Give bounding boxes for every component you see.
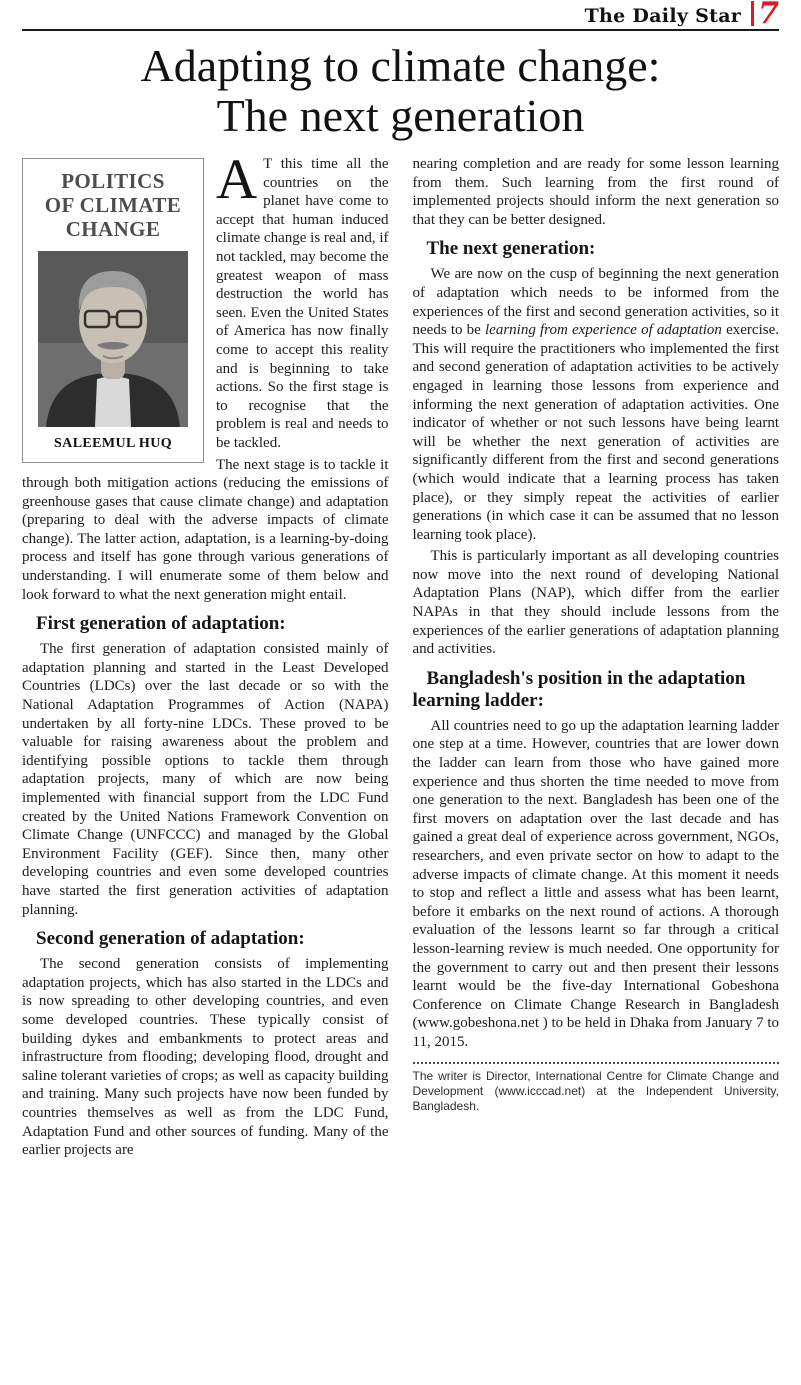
author-photo (38, 251, 188, 427)
paragraph-second-generation: The second generation consists of implementing adaptation projects, which has also started in the LDCs and is now spreading to other developing countries, and even some developed countries. These typically consist of building dykes and embankments to protect areas and infrastructure from flooding; developing flood, drought and saline tolerant varieties of crops; as well as capacity building and training. Many such projects have now been funded by countries themselves as well as from the LDC Fund, Adaptation Fund and other sources of funding. Many of the earlier projects are (22, 956, 389, 1159)
paragraph-next-stage: The next stage is to tackle it through both mitigation actions (reducing the emissions of greenhouse gases that cause climate change) and adaptation (preparing to deal with the adverse impacts of climate change). The latter action, adaptation, is a learning-by-doing process and itself has gone through various generations of understanding. I will enumerate some of them below and look forward to what the next generation might entail. (22, 456, 389, 603)
section-heading-bangladesh: Bangladesh's position in the adaptation learning ladder: (412, 667, 746, 711)
text-run-after: exercise. This will require the practitioners who implemented the first and second generation of adaptation activities to be actively engaged in learning those lessons from experience and informing the next generation of adaptation activities. One indicator of whether or not such lessons have being learnt will be whether the next generation of activities are significantly different from the first and second generations (which would indicate that a learning process has taken place), or they simply repeat the activities of earlier generations (in which case it can be assumed that no lesson learning took place). (412, 322, 779, 543)
footer-divider (413, 1062, 780, 1064)
paragraph-bangladesh: All countries need to go up the adaptation learning ladder one step at a time. However, countries that are lower down the ladder can learn from those who have gained more experience and thus shorten the time needed to move from one generation to the next. Bangladesh has been one of the first movers on adaptation over the last decade and has gained a great deal of experience across government, NGOs, researchers, and even private sector on how to adapt to the adverse impacts of climate change. At this moment it needs to stop and reflect a little and assess what has been learnt, before it embarks on the next round of actions. A thorough evaluation of the lessons learnt so far through a critical lesson-learning review is much needed. One opportunity for the government to carry out and then present their lessons learnt would be the five-day International Gobeshona Conference on Climate Change Research in Bangladesh (www.gobeshona.net ) to be held in Dhaka from January 7 to 11, 2015. (412, 717, 779, 1050)
headline-line-1: Adapting to climate change: (140, 40, 661, 91)
dropcap: A (216, 148, 258, 211)
author-name: SALEEMUL HUQ (54, 436, 172, 451)
paragraph-continuation: nearing completion and are ready for some lesson learning from them. Such learning from the first round of implemented projects should inform the next generation so that they can be better designed. (412, 156, 779, 228)
kicker-line-3: CHANGE (65, 217, 161, 241)
paragraph-nap: This is particularly important as all developing countries now move into the next round of developing National Adaptation Plans (NAP), which differ from the earlier NAPAs in that they should include lessons from the experiences of the earlier generations of adaptation planning and activities. (412, 548, 779, 658)
column-kicker (31, 169, 195, 241)
kicker-line-1: POLITICS (61, 169, 165, 193)
section-heading-first-generation: First generation of adaptation: (36, 613, 286, 635)
masthead-rule (22, 29, 779, 31)
right-column (413, 155, 780, 1163)
page-number: 7 (751, 1, 779, 27)
author-box (22, 158, 204, 463)
masthead-logo: The Daily Star (584, 5, 742, 27)
left-column (22, 148, 389, 1163)
paragraph-first-generation: The first generation of adaptation consisted mainly of adaptation planning and started in the Least Developed Countries (LDCs) over the last decade or so with the National Adaptation Programmes of Action (NAPA) undertaken by all forty-nine LDCs. These proved to be valuable for raising awareness about the problem and identifying possible options to tackle them through adaptation projects, many of which are now being implemented with financial support from the LDC Fund created by the United Nations Framework Convention on Climate Change (UNFCCC) and managed by the Global Environment Facility (GEF). Since then, many other developing countries and even some developed countries have started the first generation activities of adaptation planning. (22, 641, 389, 918)
text-run-before: We are now on the cusp of beginning the next generation of adaptation which needs to be informed from the experiences of the first and second generation activities, so it needs to be (412, 266, 779, 339)
writer-byline: The writer is Director, International Centre for Climate Change and Development (www.icccad.net) at the Independent University, Bangladesh. (412, 1068, 779, 1113)
article-columns (22, 148, 779, 1163)
section-heading-second-generation: Second generation of adaptation: (36, 928, 305, 950)
kicker-line-2: OF CLIMATE (44, 193, 182, 217)
paragraph-cusp (413, 265, 780, 544)
section-heading-next-generation: The next generation: (426, 238, 596, 260)
headline-line-2: The next generation (216, 90, 585, 141)
italic-phrase: learning from experience of adaptation (485, 322, 722, 339)
lead-text: T this time all the countries on the planet have come to accept that human induced climate change is real and, if not tackled, may become the greatest weapon of mass destruction the world has seen. Even the United States of America has now finally come to accept this reality and is beginning to take actions. So the first stage is to recognise that the problem is real and needs to be tackled. (216, 156, 389, 451)
article-headline (22, 41, 779, 141)
masthead (22, 0, 779, 31)
